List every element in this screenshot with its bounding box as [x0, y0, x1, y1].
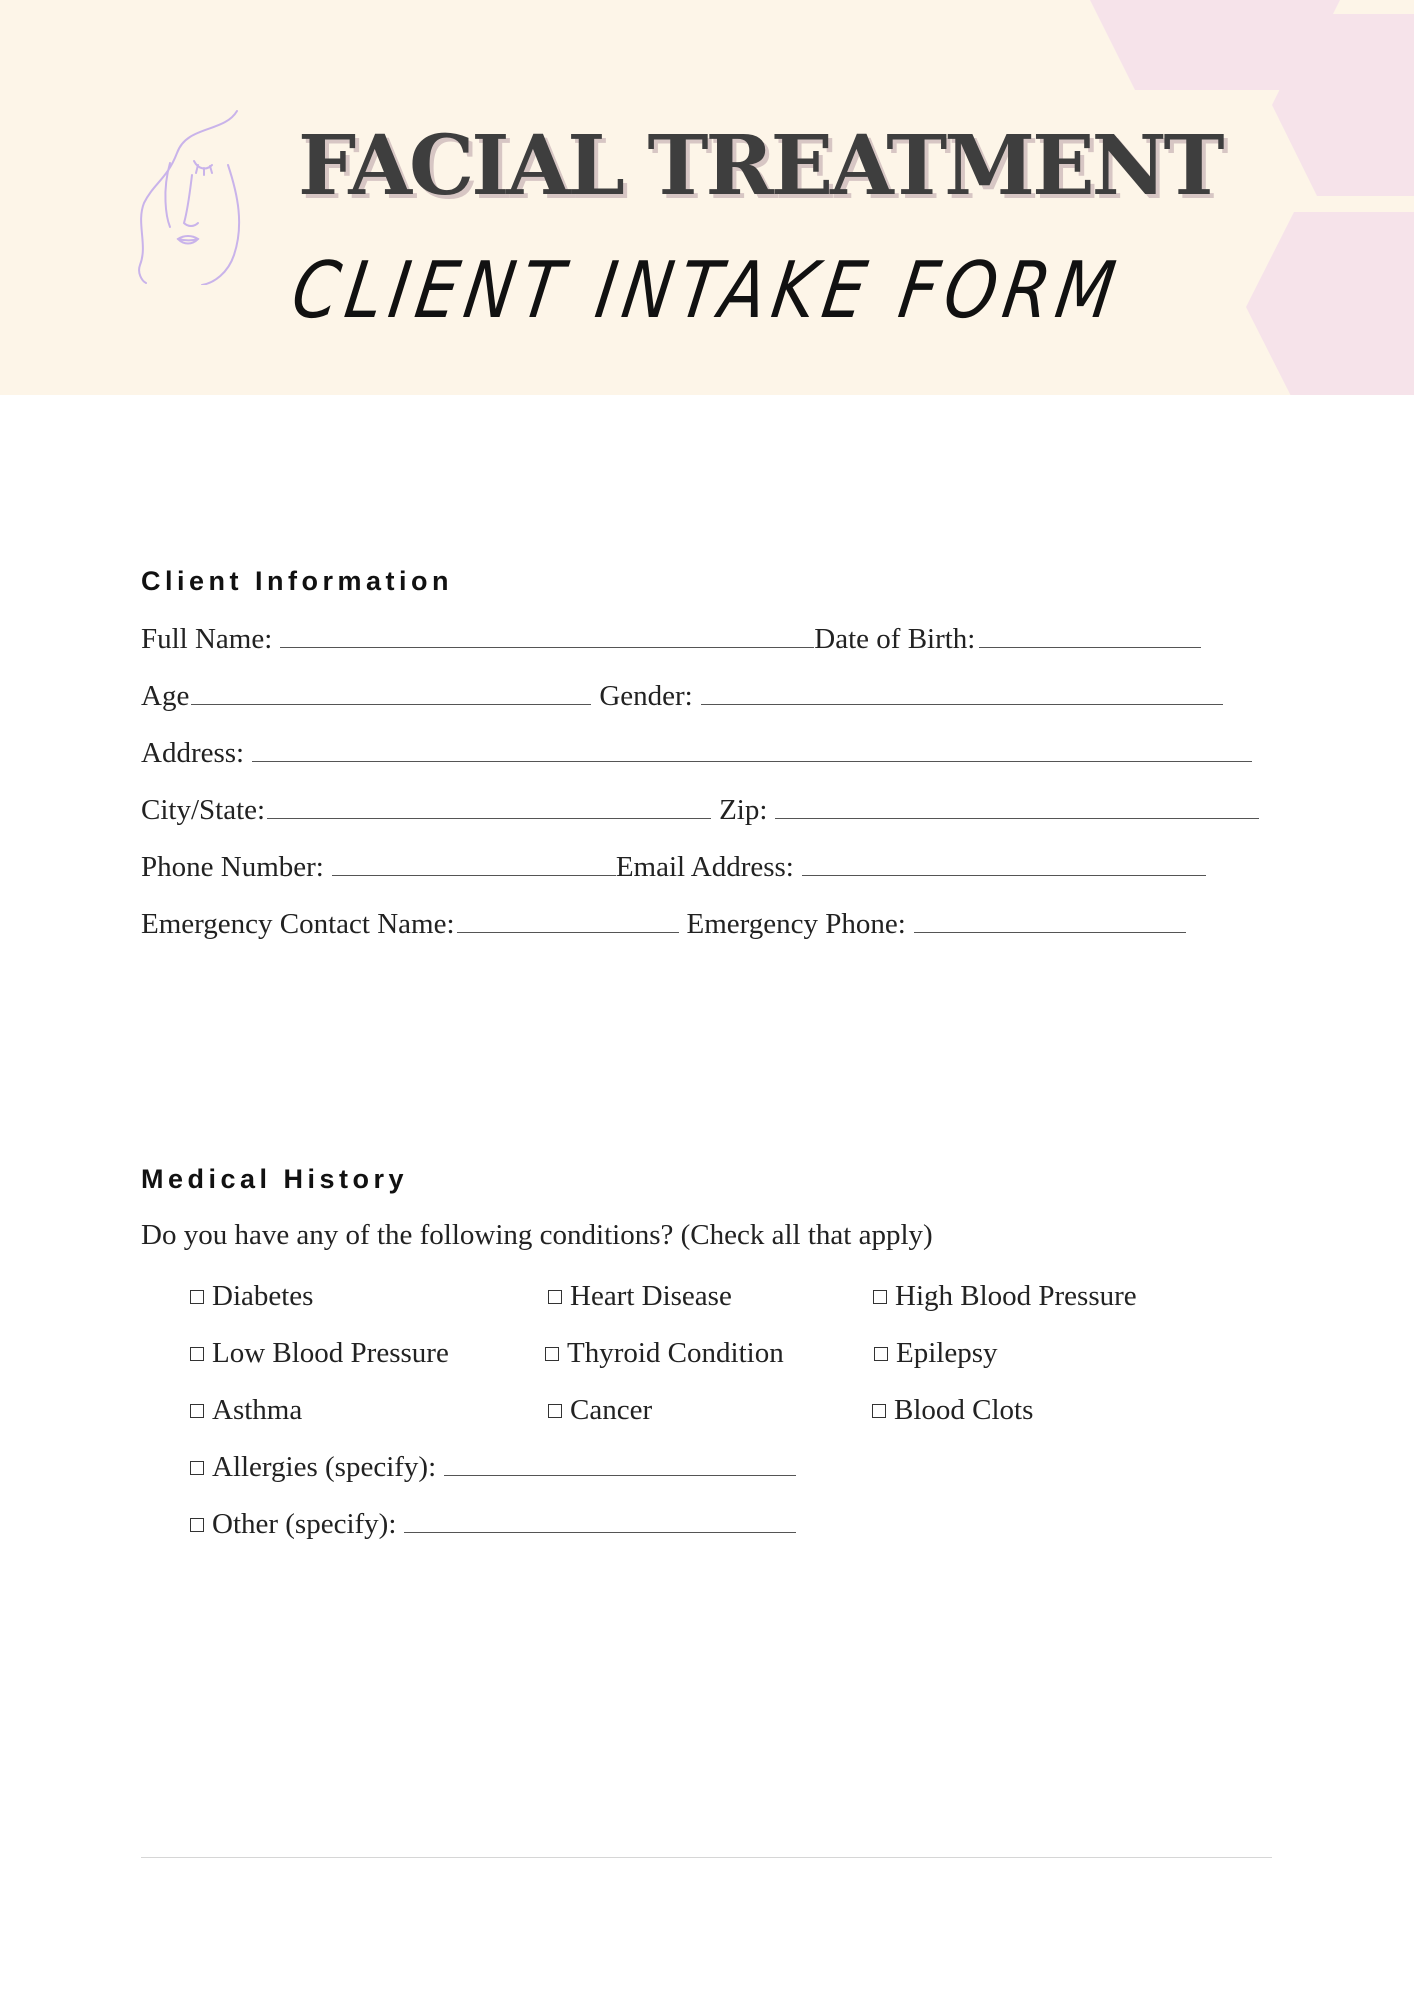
full-name-label: Full Name: — [141, 623, 273, 655]
zip-field[interactable] — [719, 790, 1259, 830]
age-label: Age — [141, 680, 190, 712]
footer-divider — [141, 1857, 1272, 1858]
checkbox-label: Epilepsy — [896, 1337, 998, 1369]
city-state-label: City/State: — [141, 794, 266, 826]
age-input-line[interactable] — [191, 682, 591, 705]
form-subtitle: CLIENT INTAKE FORM — [286, 245, 1128, 336]
checkbox-box[interactable] — [872, 1404, 886, 1418]
allergies-input-line[interactable] — [444, 1453, 796, 1476]
checkbox-label: Blood Clots — [894, 1394, 1034, 1426]
row-emergency — [141, 904, 1186, 944]
address-label: Address: — [141, 737, 245, 769]
gender-field[interactable] — [599, 676, 1222, 716]
emergency-name-label: Emergency Contact Name: — [141, 908, 455, 940]
zip-label: Zip: — [719, 794, 768, 826]
checkbox-high-blood-pressure[interactable] — [873, 1276, 1137, 1316]
checkbox-label: Diabetes — [212, 1280, 314, 1312]
checkbox-box[interactable] — [874, 1347, 888, 1361]
full-name-field[interactable] — [141, 619, 814, 659]
phone-input-line[interactable] — [332, 853, 616, 876]
checkbox-box[interactable] — [190, 1347, 204, 1361]
gender-label: Gender: — [599, 680, 693, 712]
checkbox-thyroid-condition[interactable] — [545, 1333, 784, 1373]
row-name-dob — [141, 619, 1201, 659]
emergency-phone-field[interactable] — [687, 904, 1186, 944]
city-state-input-line[interactable] — [267, 796, 711, 819]
checkbox-label: Asthma — [212, 1394, 303, 1426]
dob-field[interactable] — [814, 619, 1201, 659]
medical-history-heading: Medical History — [141, 1164, 409, 1194]
phone-label: Phone Number: — [141, 851, 324, 883]
checkbox-label: Cancer — [570, 1394, 653, 1426]
hexagon-bottom-decoration — [1246, 212, 1414, 395]
emergency-name-field[interactable] — [141, 904, 679, 944]
other-input-line[interactable] — [404, 1510, 796, 1533]
checkbox-low-blood-pressure[interactable] — [190, 1333, 449, 1373]
checkbox-box[interactable] — [548, 1404, 562, 1418]
checkbox-asthma[interactable] — [190, 1390, 302, 1430]
checkbox-box[interactable] — [548, 1290, 562, 1304]
row-age-gender — [141, 676, 1223, 716]
gender-input-line[interactable] — [701, 682, 1223, 705]
city-state-field[interactable] — [141, 790, 711, 830]
checkbox-label: High Blood Pressure — [895, 1280, 1137, 1312]
checkbox-other[interactable] — [190, 1504, 796, 1544]
email-field[interactable] — [616, 847, 1206, 887]
checkbox-blood-clots[interactable] — [872, 1390, 1033, 1430]
checkbox-box[interactable] — [190, 1461, 204, 1475]
checkbox-label: Low Blood Pressure — [212, 1337, 449, 1369]
hexagon-right-decoration — [1272, 14, 1414, 196]
client-information-heading: Client Information — [141, 566, 453, 596]
row-city-zip — [141, 790, 1259, 830]
emergency-phone-label: Emergency Phone: — [686, 908, 906, 940]
checkbox-epilepsy[interactable] — [874, 1333, 998, 1373]
email-input-line[interactable] — [802, 853, 1206, 876]
checkbox-label: Heart Disease — [570, 1280, 732, 1312]
address-input-line[interactable] — [252, 739, 1252, 762]
face-line-art-icon — [132, 105, 262, 285]
checkbox-heart-disease[interactable] — [548, 1276, 732, 1316]
checkbox-label: Thyroid Condition — [567, 1337, 784, 1369]
checkbox-box[interactable] — [873, 1290, 887, 1304]
checkbox-allergies[interactable] — [190, 1447, 796, 1487]
other-label: Other (specify): — [212, 1508, 397, 1540]
header-banner — [0, 0, 1414, 395]
checkbox-box[interactable] — [190, 1404, 204, 1418]
emergency-phone-input-line[interactable] — [914, 910, 1186, 933]
full-name-input-line[interactable] — [280, 625, 814, 648]
allergies-label: Allergies (specify): — [212, 1451, 437, 1483]
phone-field[interactable] — [141, 847, 616, 887]
checkbox-box[interactable] — [190, 1518, 204, 1532]
form-title: FACIAL TREATMENT — [298, 118, 1222, 214]
address-field[interactable] — [141, 733, 1252, 773]
row-phone-email — [141, 847, 1206, 887]
row-address — [141, 733, 1252, 773]
dob-label: Date of Birth: — [814, 623, 976, 655]
dob-input-line[interactable] — [979, 625, 1201, 648]
emergency-name-input-line[interactable] — [457, 910, 679, 933]
age-field[interactable] — [141, 676, 591, 716]
checkbox-box[interactable] — [545, 1347, 559, 1361]
zip-input-line[interactable] — [775, 796, 1259, 819]
checkbox-box[interactable] — [190, 1290, 204, 1304]
checkbox-cancer[interactable] — [548, 1390, 652, 1430]
checkbox-diabetes[interactable] — [190, 1276, 313, 1316]
conditions-prompt: Do you have any of the following conditions? (Check all that apply) — [141, 1219, 933, 1251]
email-label: Email Address: — [615, 851, 794, 883]
